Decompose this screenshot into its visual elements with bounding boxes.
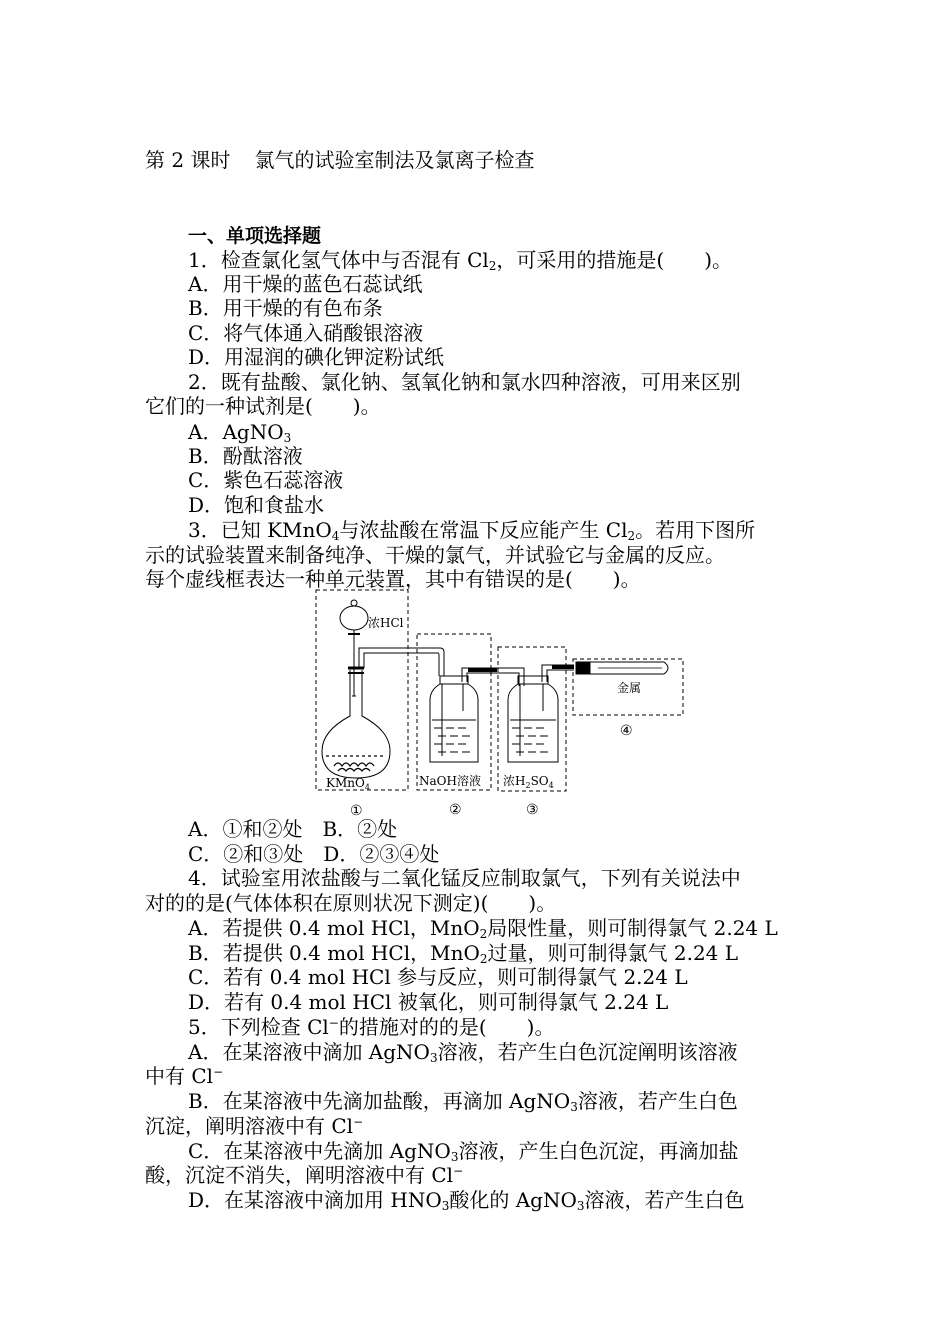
q5-option-a-line2: 中有 Cl− <box>145 1064 224 1088</box>
q1-option-d: D．用湿润的碘化钾淀粉试纸 <box>188 345 445 369</box>
q5-option-d-line1: D．在某溶液中滴加用 $HNO_3$酸化的 AgNO$_3$溶液，若产生白色 <box>188 1188 745 1213</box>
label-unit-2: ② <box>449 802 462 818</box>
delivery-tube-3 <box>542 665 574 682</box>
q2-stem-line2: 它们的一种试剂是( )。 <box>145 394 381 418</box>
kmno4-solid <box>326 756 386 771</box>
delivery-tube-2 <box>462 668 524 686</box>
label-unit-1: ① <box>350 803 363 819</box>
q5-option-b-line2: 沉淀，阐明溶液中有 Cl− <box>145 1114 364 1138</box>
round-bottom-flask <box>322 668 390 778</box>
q1-stem: 1．检查氯化氢气体中与否混有 $Cl_2$，可采用的措施是( )。 <box>188 248 733 273</box>
label-conc-h2so4: 浓$H_2SO_4$ <box>503 774 554 790</box>
q4-stem-line1: 4．试验室用浓盐酸与二氧化锰反应制取氯气，下列有关说法中 <box>188 866 741 890</box>
q1-option-a: A．用干燥的蓝色石蕊试纸 <box>188 272 423 296</box>
delivery-tube-1 <box>359 648 444 676</box>
unit-frame-2 <box>417 634 491 790</box>
q4-option-d: D．若有 0.4 mol HCl 被氧化，则可制得氯气 2.24 L <box>188 990 669 1014</box>
wash-bottle-h2so4 <box>508 676 558 762</box>
q2-option-d: D．饱和食盐水 <box>188 493 325 517</box>
q4-option-c: C．若有 0.4 mol HCl 参与反应，则可制得氯气 2.24 L <box>188 965 688 989</box>
label-unit-4: ④ <box>620 723 633 739</box>
lesson-title: 氯气的试验室制法及氯离子检查 <box>254 148 535 172</box>
q3-options-cd: C．②和③处 D．②③④处 <box>188 842 440 866</box>
wash-bottle-naoh <box>430 676 478 762</box>
q5-option-a-line1: A．在某溶液中滴加 AgNO$_3$溶液，若产生白色沉淀阐明该溶液 <box>188 1040 738 1065</box>
q5-option-c-line2: 酸，沉淀不消失，阐明溶液中有 Cl− <box>145 1163 464 1187</box>
q4-option-a: A．若提供 0.4 mol HCl，MnO$_2$局限性量，则可制得氯气 2.24 L <box>188 916 778 941</box>
q1-option-b: B．用干燥的有色布条 <box>188 296 383 320</box>
page-title <box>145 148 534 172</box>
q3-stem-line3: 每个虚线框表达一种单元装置，其中有错误的是( )。 <box>145 567 641 591</box>
q5-option-b-line1: B．在某溶液中先滴加盐酸，再滴加 AgNO$_3$溶液，若产生白色 <box>188 1089 738 1114</box>
q1-option-c: C．将气体通入硝酸银溶液 <box>188 321 424 345</box>
q4-option-b: B．若提供 0.4 mol HCl，MnO$_2$过量，则可制得氯气 2.24 L <box>188 941 739 966</box>
q2-option-c: C．紫色石蕊溶液 <box>188 468 344 492</box>
test-tube <box>576 662 668 674</box>
q3-options-ab: A．①和②处 B．②处 <box>188 817 398 841</box>
label-conc-hcl: 浓HCl <box>368 616 404 630</box>
q3-stem-line2: 示的试验装置来制备纯净、干燥的氯气，并试验它与金属的反应。 <box>145 543 725 567</box>
section-heading: 一、单项选择题 <box>188 225 322 247</box>
label-unit-3: ③ <box>526 802 539 818</box>
lesson-number: 第 2 课时 <box>145 148 231 172</box>
label-kmno4: KMnO$_4$ <box>326 776 370 792</box>
q2-stem-line1: 2．既有盐酸、氯化钠、氢氧化钠和氯水四种溶液，可用来区别 <box>188 370 741 394</box>
apparatus-diagram <box>312 586 692 822</box>
q2-option-a: A．AgNO$_3$ <box>188 420 292 445</box>
label-naoh-solution: NaOH溶液 <box>419 774 481 788</box>
q2-option-b: B．酚酞溶液 <box>188 444 303 468</box>
q4-stem-line2: 对的的是(气体体积在原则状况下测定)( )。 <box>145 891 557 915</box>
q3-stem-line1: 3．已知 KMnO$_4$与浓盐酸在常温下反应能产生 $Cl_2$。若用下图所 <box>188 518 756 543</box>
q5-stem: 5．下列检查 Cl−的措施对的的是( )。 <box>188 1015 555 1039</box>
q5-option-c-line1: C．在某溶液中先滴加 AgNO$_3$溶液，产生白色沉淀，再滴加盐 <box>188 1139 739 1164</box>
label-metal: 金属 <box>617 681 642 695</box>
